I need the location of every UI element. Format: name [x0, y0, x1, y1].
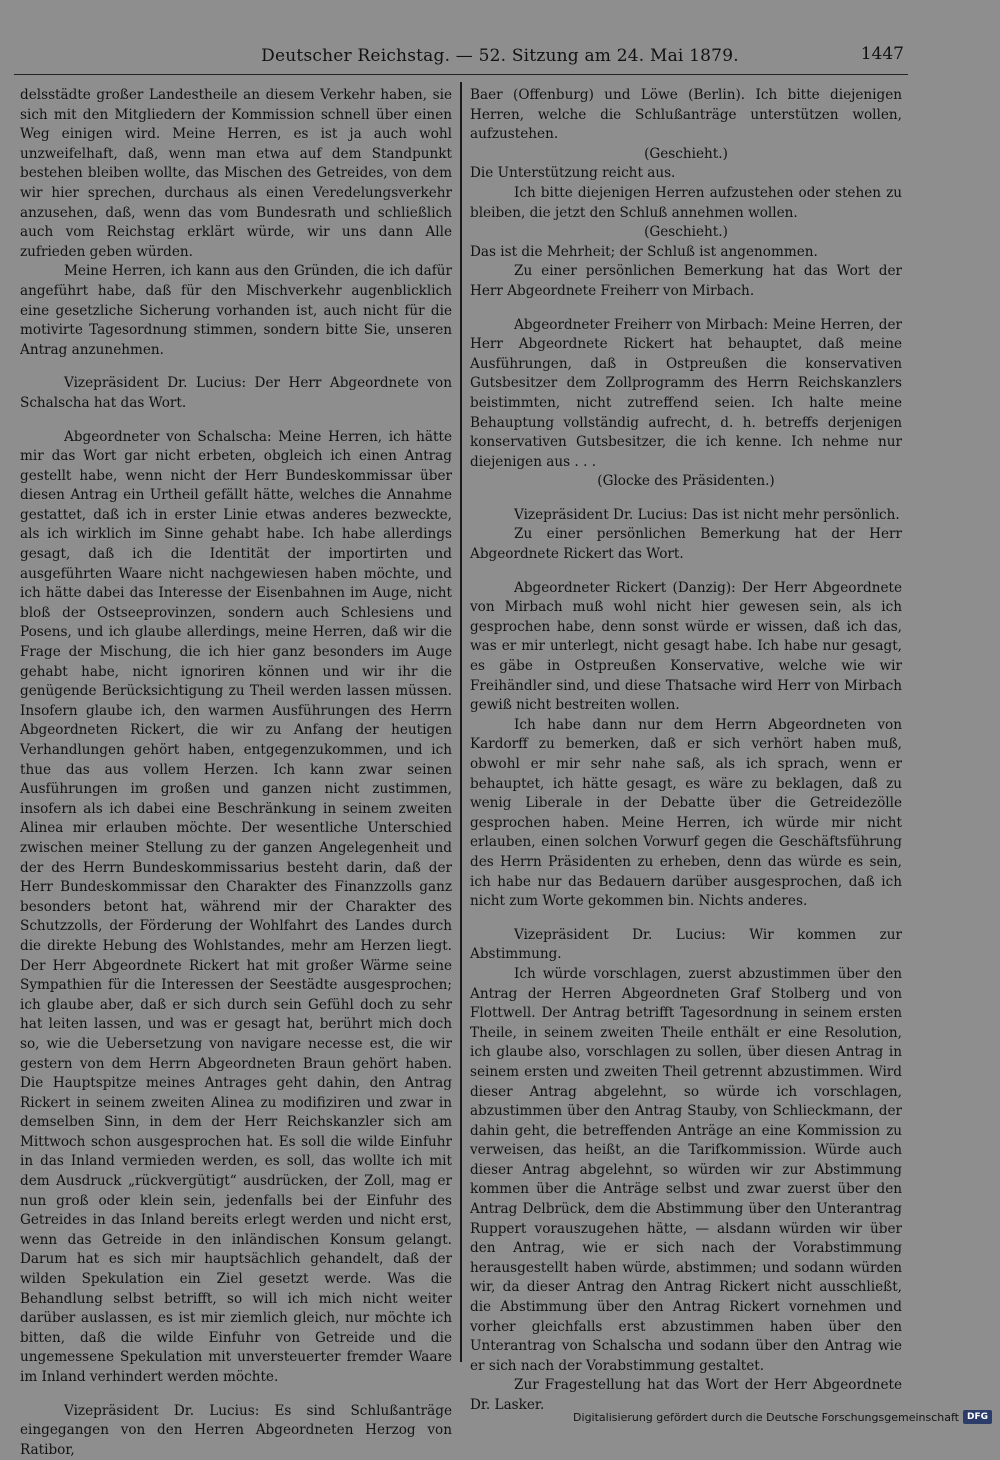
header-title: Deutscher Reichstag. — 52. Sitzung am 24. Mai 1879. [261, 46, 739, 66]
paragraph: Zu einer persönlichen Bemerkung hat das Wort der Herr Abgeordnete Freiherr von Mirbach. [470, 263, 902, 299]
speaker-paragraph: Vizepräsident Dr. Lucius: Wir kommen zur Abstimmung. [470, 926, 902, 963]
stage-direction: (Geschieht.) [644, 224, 728, 241]
header-rule [14, 74, 908, 75]
paragraph: Die Unterstützung reicht aus. [470, 165, 676, 182]
paragraph: Das ist die Mehrheit; der Schluß ist angenommen. [470, 243, 818, 260]
paragraph: Meine Herren, ich kann aus den Gründen, die ich dafür angeführt habe, daß für den Mischverkehr augenblicklich eine gesetzliche Sicherung vorhanden ist, auch nicht für die motivirte Tagesordnung stimmen, sondern bitte Sie, unseren Antrag anzunehmen. [20, 263, 452, 358]
paragraph: Baer (Offenburg) und Löwe (Berlin). Ich bitte diejenigen Herren, welche die Schlußanträge unterstützen wollen, aufzustehen. [470, 87, 902, 143]
right-column [470, 86, 902, 1416]
paragraph: Zur Fragestellung hat das Wort der Herr Abgeordnete Dr. Lasker. [470, 1377, 902, 1413]
paragraph: Ich habe dann nur dem Herrn Abgeordneten von Kardorff zu bemerken, daß er sich verhört haben muß, obwohl er mir sehr nahe saß, als ich sprach, wenn er behauptet, ich hätte gesagt, es wäre zu beklagen, daß zu wenig Liberale in der Debatte über die Getreidezölle gesprochen haben. Meine Herren, ich würde mir nicht erlauben, einen solchen Vorwurf gegen die Geschäftsführung des Herrn Präsidenten zu erheben, denn das würde es sein, ich habe nur das Bedauern darüber ausgesprochen, daß ich nicht zum Worte gekommen bin. Nichts anderes. [470, 716, 902, 910]
speaker-paragraph: Abgeordneter Rickert (Danzig): Der Herr Abgeordnete von Mirbach muß wohl nicht hier gewesen sein, als ich gesprochen habe, denn sonst würde er wissen, daß ich das, was er mir unterlegt, nicht gesagt habe. Ich habe nur gesagt, es gäbe in Ostpreußen Konservative, welche wie wir Freihändler sind, und diese Thatsache wird Herr von Mirbach gewiß nicht bestreiten wollen. [470, 579, 902, 714]
speaker-paragraph: Abgeordneter Freiherr von Mirbach: Meine Herren, der Herr Abgeordnete Rickert hat behauptet, daß meine Ausführungen, daß in Ostpreußen die konservativen Gutsbesitzer dem Zollprogramm des Herrn Reichskanzlers beistimmten, nicht zutreffend seien. Ich halte meine Behauptung vollständig aufrecht, d. h. betreffs derjenigen konservativen Gutsbesitzer, die ich kenne. Ich nehme nur diejenigen aus . . . [470, 316, 902, 470]
speaker-paragraph: Vizepräsident Dr. Lucius: Es sind Schlußanträge eingegangen von den Herren Abgeordneten Herzog von Ratibor, [20, 1402, 452, 1458]
page-number: 1447 [860, 44, 904, 64]
paragraph: Ich bitte diejenigen Herren aufzustehen oder stehen zu bleiben, die jetzt den Schluß annehmen wollen. [470, 184, 902, 221]
speaker-paragraph: Vizepräsident Dr. Lucius: Das ist nicht mehr persönlich. [514, 506, 900, 523]
dfg-logo-icon: DFG [963, 1410, 992, 1424]
paragraph: delsstädte großer Landestheile an diesem Verkehr haben, sie sich mit den Mitgliedern der Kommission schnell über einen Weg einigen wird. Meine Herren, es ist ja auch wohl unzweifelhaft, daß, wenn man etwa auf dem Standpunkt bestehen bleiben wollte, das Mischen des Getreides, von dem wir hier sprechen, durchaus als einen Veredelungsverkehr anzusehen, daß, wenn das vom Bundesrath und schließlich auch vom Reichstag erklärt würde, wir uns dann Alle zufrieden geben würden. [20, 87, 452, 260]
footer [573, 1410, 992, 1424]
stage-direction: (Glocke des Präsidenten.) [597, 473, 775, 490]
left-column [20, 86, 452, 1460]
speaker-paragraph: Abgeordneter von Schalscha: Meine Herren, ich hätte mir das Wort gar nicht erbeten, obgleich ich einen Antrag gestellt habe, wenn nicht der Herr Bundeskommissar über diesen Antrag ein Urtheil gefällt hätte, welches die Annahme gestattet, daß ich in erster Linie etwas anderes bezweckte, als ich wirklich im Sinne gehabt habe. Ich habe allerdings gesagt, daß ich die Identität der importirten und ausgeführten Waare nicht nachgewiesen haben möchte, und ich hätte dabei das Interesse der Eisenbahnen im Auge, nicht bloß der Ostseeprovinzen, sondern auch Schlesiens und Posens, und ich glaube allerdings, meine Herren, daß wir die Frage der Mischung, die ich hier ganz besonders im Auge gehabt habe, nicht ignoriren können und wir ihr die genügende Berücksichtigung zu Theil werden lassen müssen. Insofern glaube ich, den warmen Ausführungen des Herrn Abgeordneten Rickert, die wir zu Anfang der heutigen Verhandlungen gehört haben, entgegenzukommen, und ich thue das aus vollem Herzen. Ich kann zwar seinen Ausführungen im großen und ganzen nicht zustimmen, insofern als ich dabei eine Beschränkung in seinem zweiten Alinea mir erlauben möchte. Der wesentliche Unterschied zwischen meiner Stellung zu der ganzen Angelegenheit und der des Herrn Bundeskommissarius besteht darin, daß der Herr Bundeskommissar den Charakter des Finanzzolls ganz besonders betont hat, während mir der Charakter des Schutzzolls, der Förderung der Wohlfahrt des Landes durch die direkte Hebung des Wohlstandes, mehr am Herzen liegt. Der Herr Abgeordnete Rickert hat mit großer Wärme seine Sympathien für die Interessen der Seestädte ausgesprochen; ich glaube aber, daß er sich durch sein Gefühl doch zu sehr hat leiten lassen, und was er gesagt hat, berührt mich doch so, wie die Uebersetzung von navigare necesse est, die wir gestern von dem Herrn Abgeordneten Braun gehört haben. Die Hauptspitze meines Antrages geht dahin, den Antrag Rickert in seinem zweiten Alinea zu modifiziren und zwar in demselben Sinn, in dem der Herr Reichskanzler sich am Mittwoch schon ausgesprochen hat. Es soll die wilde Einfuhr in das Inland vermieden werden, es soll, das wollte ich mit dem Ausdruck „rückvergütigt“ ausdrücken, der Zoll, mag er nun groß oder klein sein, jedenfalls bei der Einfuhr des Getreides in das Inland bereits erlegt werden und nicht erst, wenn das Getreide in den inländischen Konsum gelangt. Darum hat es sich mir hauptsächlich gehandelt, daß der wilden Spekulation ein Ziel gesetzt werde. Was die Behandlung selbst betrifft, so will ich mich nicht weiter darüber auslassen, es ist mir ziemlich gleich, nur möchte ich bitten, daß die wilde Einfuhr von Getreide und die ungemessene Spekulation mit unversteuerter fremder Waare im Inland verhindert werden möchte. [20, 428, 452, 1385]
paragraph: Zu einer persönlichen Bemerkung hat der Herr Abgeordnete Rickert das Wort. [470, 526, 902, 563]
footer-credit: Digitalisierung gefördert durch die Deutsche Forschungsgemeinschaft [573, 1410, 959, 1424]
stage-direction: (Geschieht.) [644, 145, 728, 162]
column-divider [460, 82, 462, 1362]
paragraph: Ich würde vorschlagen, zuerst abzustimmen über den Antrag der Herren Abgeordneten Graf Stolberg und von Flottwell. Der Antrag betrifft Tagesordnung in seinem ersten Theile, in seinem zweiten Theile enthält er eine Resolution, ich glaube also, vorschlagen zu sollen, über diesen Antrag in seinem ersten und zweiten Theil getrennt abzustimmen. Wird dieser Antrag abgelehnt, so würde ich vorschlagen, abzustimmen über den Antrag Stauby, von Schlieckmann, der dahin geht, die betreffenden Anträge an eine Kommission zu verweisen, das heißt, an die Tarifkommission. Würde auch dieser Antrag abgelehnt, so würden wir zur Abstimmung kommen über die Anträge selbst und zwar zuerst über den Antrag Delbrück, dem die Abstimmung über den Unterantrag Ruppert vorauszugehen hätte, — alsdann würden wir über den Antrag, wie er sich nach der Vorabstimmung herausgestellt haben würde, abstimmen; und sodann würden wir, da dieser Antrag den Antrag Rickert nicht ausschließt, die Abstimmung über den Antrag Rickert vornehmen und vorher gleichfalls erst abzustimmen haben über den Unterantrag von Schalscha und sodann über den Antrag wie er sich nach der Vorabstimmung gestaltet. [470, 965, 902, 1374]
page-header [0, 40, 1000, 74]
speaker-paragraph: Vizepräsident Dr. Lucius: Der Herr Abgeordnete von Schalscha hat das Wort. [20, 375, 452, 411]
